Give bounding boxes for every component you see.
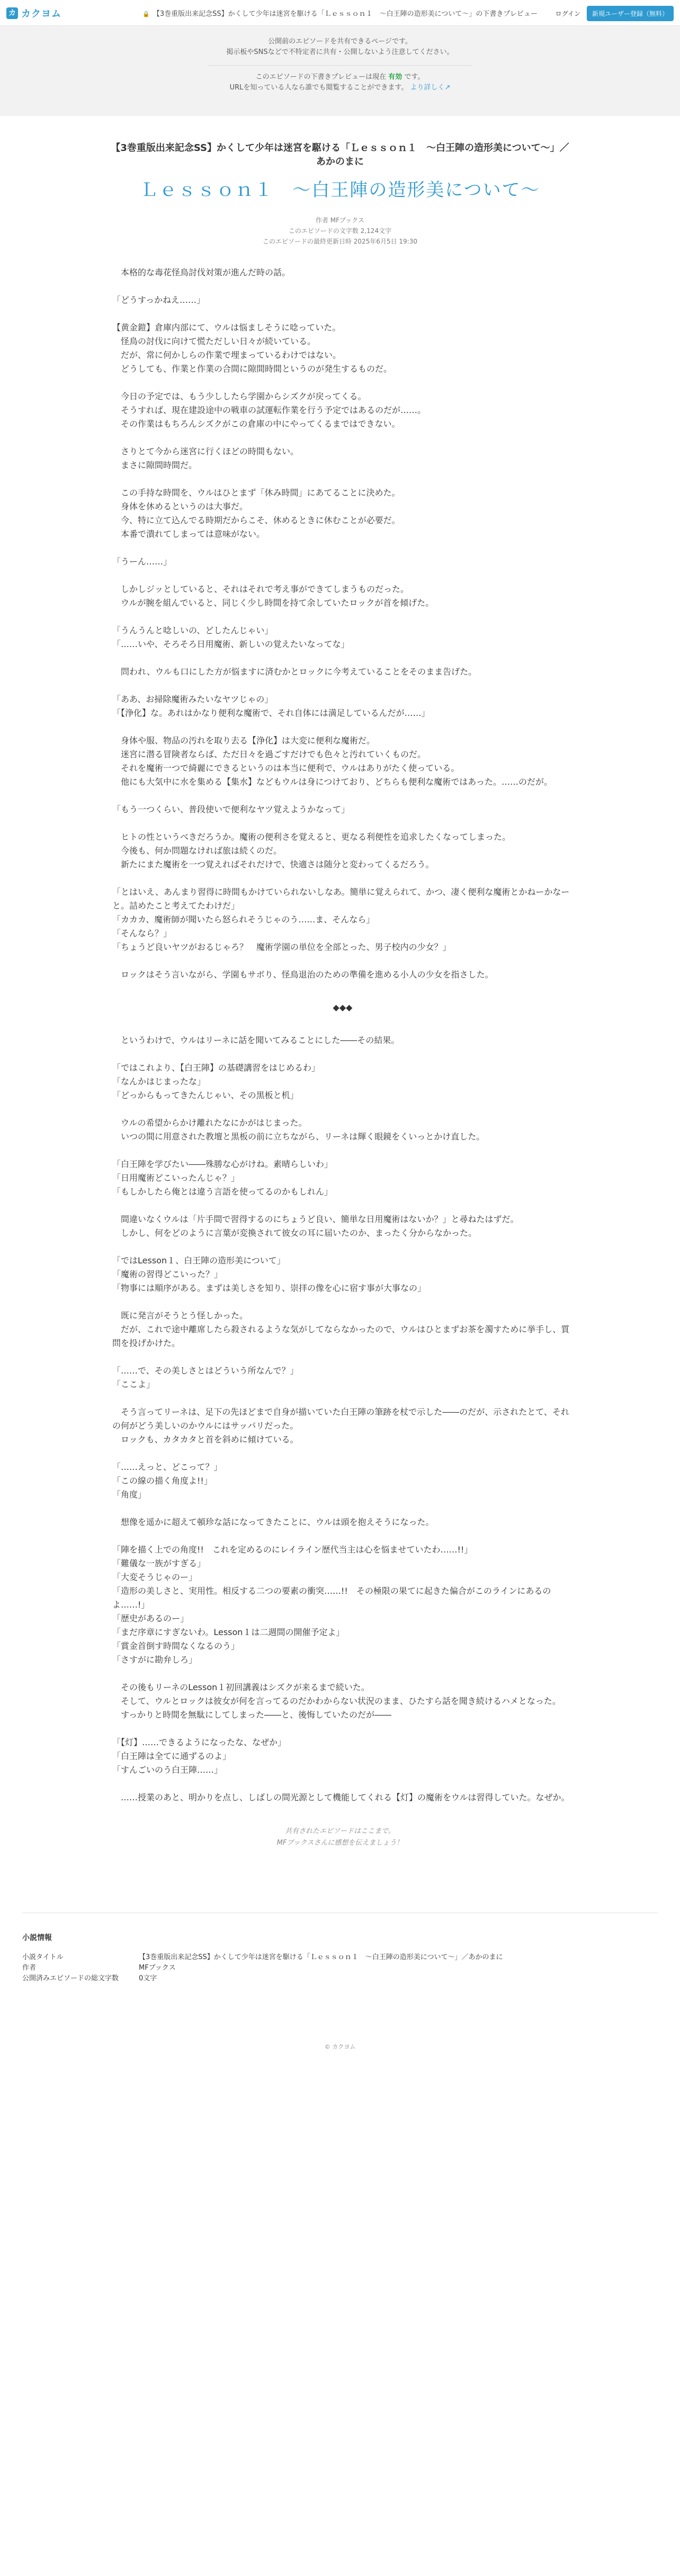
site-footer: © カクヨム xyxy=(324,2043,356,2050)
body-paragraph: 「さすがに勘弁しろ」 xyxy=(112,1655,198,1665)
more-info-link[interactable]: より詳しく xyxy=(410,84,445,92)
body-paragraph: 既に発言がそうとう怪しかった。 xyxy=(112,1311,248,1321)
body-paragraph: というわけで、ウルはリーネに話を聞いてみることにした――その結果。 xyxy=(112,1035,400,1045)
body-paragraph: ロックも、カタカタと首を斜めに傾けている。 xyxy=(112,1434,299,1444)
notice-line-2: 掲示板やSNSなどで不特定者に共有・公開しないよう注意してください。 xyxy=(226,48,454,56)
body-paragraph: そう言ってリーネは、足下の先ほどまで自身が描いていた白王陣の筆跡を杖で示した――のだが、示されたとて、それの何がどう美しいのかウルにはサッパリだった。 xyxy=(112,1407,569,1431)
body-paragraph: 本格的な毒花怪鳥討伐対策が進んだ時の話。 xyxy=(112,267,291,277)
body-paragraph: 今、特に立て込んでる時期だからこそ、休めるときに休むことが必要だ。 xyxy=(112,515,400,525)
body-paragraph: 「角度」 xyxy=(112,1489,147,1500)
novel-info-heading: 小説情報 xyxy=(22,1934,52,1942)
blank-line xyxy=(112,569,573,582)
end-note-line-2: MFブックスさんに感想を伝えましょう！ xyxy=(276,1839,404,1847)
end-note xyxy=(107,1826,573,1849)
blank-line xyxy=(112,472,573,486)
body-paragraph: ロックはそう言いながら、学園もサボり、怪鳥退治のための準備を進める小人の少女を指さした。 xyxy=(112,970,494,980)
body-paragraph: しかし、何をどのように言葉が変換されて彼女の耳に届いたのか、まったく分からなかった。 xyxy=(112,1228,477,1238)
body-paragraph: そうすれば、現在建設途中の戦車の試運転作業を行う予定ではあるのだが……。 xyxy=(112,405,426,415)
body-paragraph: 今日の予定では、もう少ししたら学園からシズクが戻ってくる。 xyxy=(112,391,366,401)
body-paragraph: 「ではこれより、【白王陣】の基礎講習をはじめるわ」 xyxy=(112,1063,320,1073)
episode-meta xyxy=(107,215,573,247)
info-key: 作者 xyxy=(22,1964,37,1972)
body-paragraph: 怪鳥の討伐に向けて慌ただしい日々が続いている。 xyxy=(112,336,316,346)
body-paragraph: 「すんごいのう白王陣……」 xyxy=(112,1765,223,1775)
info-key: 公開済みエピソードの総文字数 xyxy=(22,1974,119,1982)
blank-line xyxy=(112,816,573,830)
body-paragraph: いつの間に用意された教壇と黒板の前に立ちながら、リーネは輝く眼鏡をくいっとかけ直した。 xyxy=(112,1132,485,1142)
blank-line xyxy=(112,376,573,390)
work-title[interactable]: 【3巻重版出来記念SS】かくして少年は迷宮を駆ける「Ｌｅｓｓｏｎ１ ～白王陣の造形美について～」／あかのまに xyxy=(111,142,569,167)
preview-notice xyxy=(0,26,680,116)
info-row xyxy=(22,1963,658,1973)
body-paragraph: その後もリーネのLesson１初回講義はシズクが来るまで続いた。 xyxy=(112,1682,370,1692)
body-paragraph: 「白王陣は全てに通ずるのよ」 xyxy=(112,1751,231,1761)
body-paragraph: 「ちょうど良いヤツがおるじゃろ？ 魔術学園の単位を全部とった、男子校内の少女？」 xyxy=(112,942,451,952)
body-paragraph: 「とはいえ、あんまり習得に時間もかけていられないしなあ。簡単に覚えられて、かつ、凄く便利な魔術とかねーかなーと。詰めたこと考えてたわけだ」 xyxy=(112,887,570,911)
body-paragraph: 「もう一つくらい、普段使いで便利なヤツ覚えようかなって」 xyxy=(112,804,350,814)
blank-line xyxy=(112,679,573,693)
body-paragraph: ウルが腕を組んでいると、同じく少し時間を持て余していたロックが首を傾げた。 xyxy=(112,598,434,608)
body-paragraph: 「造形の美しさと、実用性。相反する二つの要素の衝突……!! その極限の果てに起きた偏合がこのラインにあるのよ……!」 xyxy=(112,1586,551,1610)
body-paragraph: 「陣を描く上での角度!! これを定めるのにレイライン歴代当主は心を悩ませていたわ……!!」 xyxy=(112,1545,473,1555)
body-paragraph: すっかりと時間を無駄にしてしまった――と、後悔していたのだが―― xyxy=(112,1710,392,1720)
updated-meta: このエピソードの最終更新日時 2025年6月5日 19:30 xyxy=(262,238,418,245)
info-row xyxy=(22,1952,658,1963)
notice-url-text: URLを知っている人なら誰でも閲覧することができます。 xyxy=(229,84,408,92)
body-paragraph: この手持な時間を、ウルはひとまず「休み時間」にあてることに決めた。 xyxy=(112,488,400,498)
login-link[interactable]: ログイン xyxy=(555,10,580,17)
info-value: MFブックス xyxy=(139,1964,176,1972)
blank-line xyxy=(112,1350,573,1364)
scene-separator: ◆◆◆ xyxy=(333,1002,353,1012)
body-paragraph: 「歴史があるのー」 xyxy=(112,1613,189,1623)
page-title-text: 【3巻重版出来記念SS】かくして少年は迷宮を駆ける「Ｌｅｓｓｏｎ１ ～白王陣の造形美について～」の下書きプレビュー xyxy=(153,10,538,18)
episode-body xyxy=(107,266,573,1805)
body-paragraph: 「……えっと、どこって？」 xyxy=(112,1462,222,1472)
blank-line xyxy=(112,1047,573,1061)
body-paragraph: 「白王陣を学びたい――殊勝な心がけね。素晴らしいわ」 xyxy=(112,1159,333,1169)
body-paragraph: 「【浄化】な。あれはかなり便利な魔術で、それ自体には満足しているんだが……」 xyxy=(112,708,430,718)
blank-line xyxy=(112,1020,573,1034)
novel-info xyxy=(22,1913,658,1984)
blank-line xyxy=(112,1102,573,1116)
body-paragraph: 「【灯】……できるようになったな、なぜか」 xyxy=(112,1737,287,1747)
body-paragraph: 「カカカ、魔術師が聞いたら怒られそうじゃのう……ま、そんなら」 xyxy=(112,914,375,925)
body-paragraph: 身体や服、物品の汚れを取り去る【浄化】は大変に便利な魔術だ。 xyxy=(112,735,375,746)
external-link-icon: ↗ xyxy=(444,84,451,92)
info-value: 【3巻重版出来記念SS】かくして少年は迷宮を駆ける「Ｌｅｓｓｏｎ１ ～白王陣の造形美について～」／あかのまに xyxy=(139,1953,503,1961)
blank-line xyxy=(112,954,573,968)
body-paragraph: 「難儀な一族がすぎる」 xyxy=(112,1558,206,1568)
blank-line xyxy=(112,431,573,445)
novel-info-table xyxy=(22,1952,658,1984)
blank-line xyxy=(112,720,573,734)
body-paragraph: しかしジッとしていると、それはそれで考え事ができてしまうものだった。 xyxy=(112,584,409,594)
blank-line xyxy=(112,541,573,555)
body-paragraph: 「賞金首倒す時間なくなるのう」 xyxy=(112,1641,240,1651)
episode-content xyxy=(107,140,573,1849)
blank-line xyxy=(112,872,573,885)
body-paragraph: 迷宮に潜る冒険者ならば、ただ日々を過ごすだけでも色々と汚れていくものだ。 xyxy=(112,749,426,759)
info-row xyxy=(22,1973,658,1984)
notice-status-suffix: です。 xyxy=(404,73,425,81)
body-paragraph: 「魔術の習得どこいった？」 xyxy=(112,1269,223,1279)
body-paragraph: 「どっからもってきたんじゃい、その黒板と机」 xyxy=(112,1090,299,1100)
body-paragraph: 間違いなくウルは「片手間で習得するのにちょうど良い、簡単な日用魔術はないか？」と尋ねたはずだ。 xyxy=(112,1214,519,1224)
body-paragraph: どうしても、作業と作業の合間に隙間時間というのが発生するものだ。 xyxy=(112,364,392,374)
body-paragraph: 想像を遥かに超えて頓珍な話になってきたことに、ウルは頭を抱えそうになった。 xyxy=(112,1517,434,1527)
body-paragraph: 「そんなら？」 xyxy=(112,928,172,938)
notice-line-1: 公開前のエピソードを共有できるページです。 xyxy=(268,38,412,46)
blank-line xyxy=(112,1144,573,1157)
blank-line xyxy=(112,651,573,665)
body-paragraph: 身体を休めるというのは大事だ。 xyxy=(112,501,248,511)
body-paragraph: 他にも大気中に水を集める【集水】などもウルは身につけており、どちらも便利な魔術ではあった。……のだが。 xyxy=(112,777,553,787)
body-paragraph: 「ここよ」 xyxy=(112,1379,155,1389)
blank-line xyxy=(112,1502,573,1515)
body-paragraph: 「この線の描く角度よ!!」 xyxy=(112,1476,212,1486)
author-meta: 作者 MFブックス xyxy=(315,217,365,224)
char-count-meta: このエピソードの文字数 2,124文字 xyxy=(288,227,392,235)
end-note-line-1: 共有されたエピソードはここまで。 xyxy=(285,1827,395,1835)
body-paragraph: 「ではLesson１、白王陣の造形美について」 xyxy=(112,1255,285,1265)
body-paragraph: 「大変そうじゃのー」 xyxy=(112,1572,198,1582)
body-paragraph: そして、ウルとロックは彼女が何を言ってるのだかわからない状況のまま、ひたすら話を聞き続けるハメとなった。 xyxy=(112,1696,561,1706)
blank-line xyxy=(112,1392,573,1405)
body-paragraph: さりとて今から迷宮に行くほどの時間もない。 xyxy=(112,446,299,456)
notice-divider xyxy=(208,65,472,66)
blank-line xyxy=(112,1295,573,1309)
body-paragraph: 「ああ、お掃除魔術みたいなヤツじゃの」 xyxy=(112,694,273,704)
blank-line xyxy=(112,789,573,803)
body-paragraph: 「物事には順序がある。まずは美しさを知り、崇拝の像を心に宿す事が大事なの」 xyxy=(112,1283,426,1293)
blank-line xyxy=(112,1199,573,1213)
blank-line xyxy=(112,1529,573,1543)
body-paragraph: 「どうすっかねえ……」 xyxy=(112,295,205,305)
body-paragraph: 「日用魔術どこいったんじゃ？」 xyxy=(112,1173,240,1183)
body-paragraph: 「……で、その美しさとはどういう所なんで？」 xyxy=(112,1366,299,1376)
body-paragraph: 問われ、ウルも口にした方が悩ますに済むかとロックに今考えていることをそのまま告げた。 xyxy=(112,667,477,677)
header-actions xyxy=(556,6,674,21)
blank-line xyxy=(112,1447,573,1460)
body-paragraph: 【黄金鎧】倉庫内部にて、ウルは悩ましそうに唸っていた。 xyxy=(112,322,341,333)
body-paragraph: だが、常に何かしらの作業で埋まっているわけではない。 xyxy=(112,350,342,360)
body-paragraph: 「うーん……」 xyxy=(112,557,172,567)
blank-line xyxy=(112,1667,573,1681)
body-paragraph: 「まだ序章にすぎないわ。Lesson１は二週間の開催予定よ」 xyxy=(112,1627,345,1637)
notice-line-4 xyxy=(0,83,680,93)
body-paragraph: 今後も、何か問題なければ旅は続くのだ。 xyxy=(112,846,282,856)
site-header xyxy=(0,0,680,26)
body-paragraph: 本番で潰れてしまっては意味がない。 xyxy=(112,529,265,539)
body-paragraph: まさに隙間時間だ。 xyxy=(112,460,198,470)
signup-button[interactable]: 新規ユーザー登録（無料） xyxy=(587,6,674,21)
status-badge: 有効 xyxy=(388,73,402,81)
body-paragraph: だが、これで途中離席したら殺されるような気がしてならなかったので、ウルはひとまずお茶を濁すために挙手し、質問を投げかけた。 xyxy=(112,1324,570,1348)
info-value: 0文字 xyxy=(139,1974,157,1982)
blank-line xyxy=(112,307,573,321)
body-paragraph: ウルの希望からかけ離れたなにかがはじまった。 xyxy=(112,1118,307,1128)
blank-line xyxy=(112,1722,573,1736)
notice-status-prefix: このエピソードの下書きプレビューは現在 xyxy=(255,73,387,81)
logo-icon: カ xyxy=(6,7,18,19)
blank-line xyxy=(112,280,573,293)
body-paragraph: 新たにまた魔術を一つ覚えればそれだけで、快適さは随分と変わってくるだろう。 xyxy=(112,859,434,869)
notice-line-3 xyxy=(0,72,680,83)
body-paragraph: 「……いや、そろそろ日用魔術、新しいの覚えたいなってな」 xyxy=(112,639,350,649)
body-paragraph: ヒトの性というべきだろうか。魔術の便利さを覚えると、更なる利便性を追求したくなってしまった。 xyxy=(112,832,511,842)
body-paragraph: ……授業のあと、明かりを点し、しばしの間光源として機能してくれる【灯】の魔術をウルは習得していた。なぜか。 xyxy=(112,1792,570,1802)
blank-line xyxy=(112,982,573,995)
info-key: 小説タイトル xyxy=(22,1953,64,1961)
body-paragraph: 「もしかしたら俺とは違う言語を使ってるのかもしれん」 xyxy=(112,1187,333,1197)
episode-title: Ｌｅｓｓｏｎ１ ～白王陣の造形美について～ xyxy=(140,179,540,201)
body-paragraph: その作業はもちろんシズクがこの倉庫の中にやってくるまではできない。 xyxy=(112,419,400,429)
lock-icon: 🔒 xyxy=(142,11,150,17)
body-paragraph: 「うんうんと唸しいの、どしたんじゃい」 xyxy=(112,625,273,635)
blank-line xyxy=(112,1240,573,1254)
blank-line xyxy=(112,1777,573,1791)
body-paragraph: それを魔術一つで綺麗にできるというのは本当に便利で、ウルはありがたく使っている。 xyxy=(112,763,460,773)
body-paragraph: 「なんかはじまったな」 xyxy=(112,1076,206,1087)
blank-line xyxy=(112,610,573,624)
logo-text: カクヨム xyxy=(21,8,61,20)
